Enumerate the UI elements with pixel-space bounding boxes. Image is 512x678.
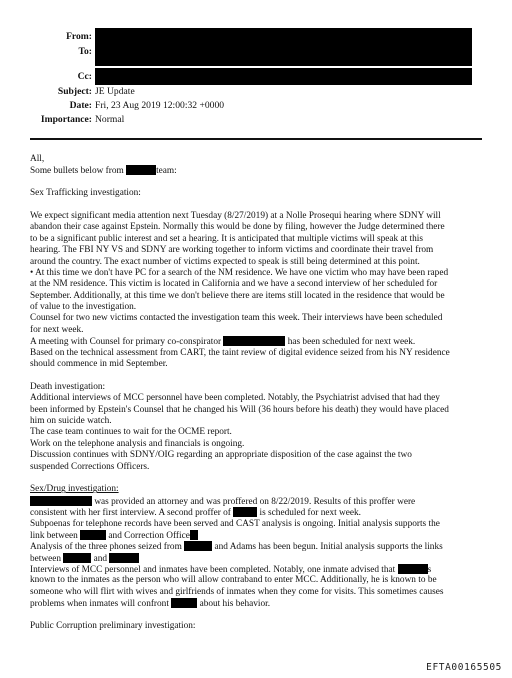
drug-line-6 <box>30 553 486 564</box>
to-row <box>0 45 512 59</box>
intro-text-b: team: <box>156 166 177 177</box>
date-label: Date: <box>69 100 92 111</box>
redacted-name <box>398 564 428 574</box>
drug-l2-text-b: is scheduled for next week. <box>259 508 361 519</box>
drug-l10-text-b: about his behavior. <box>199 599 271 610</box>
email-body <box>30 154 486 632</box>
body-line: abandon their case against Epstein. Normally this would be done by filing, however the Judge determined there <box>30 222 445 233</box>
redacted-name <box>80 530 106 540</box>
drug-l6-text-b: and <box>93 553 108 564</box>
body-line: should commence in mid September. <box>30 359 168 370</box>
date-value: Fri, 23 Aug 2019 12:00:32 +0000 <box>95 100 225 111</box>
death-paragraph-4 <box>30 450 486 473</box>
body-line: • At this time we don't have PC for a search of the NM residence. We have one victim who may have been raped <box>30 267 449 278</box>
redacted-name <box>63 553 91 563</box>
importance-value: Normal <box>95 114 125 125</box>
subject-row <box>0 85 512 99</box>
drug-line-3: Subpoenas for telephone records have been served and CAST analysis is ongoing. Initial analysis supports the <box>30 518 440 529</box>
body-line: at the NM residence. This victim is located in California and we have a second interview of her scheduled for <box>30 279 438 290</box>
document-id: EFTA00165505 <box>426 662 502 673</box>
body-line: Discussion continues with SDNY/OIG regarding an appropriate disposition of the case against the two <box>30 450 412 461</box>
redacted-to-line <box>95 58 472 66</box>
st-paragraph-1 <box>30 211 486 268</box>
drug-l10-text-a: problems when inmates will confront <box>30 599 169 610</box>
redacted-co-conspirator <box>223 336 285 346</box>
drug-l4-text-a: link between <box>30 530 78 541</box>
redacted-team-name <box>126 165 156 175</box>
drug-line-1 <box>30 496 486 507</box>
public-corruption-heading: Public Corruption preliminary investigation: <box>30 621 196 632</box>
body-line: for next week. <box>30 324 84 335</box>
drug-l2-text-a: consistent with her first interview. A second proffer of <box>30 508 231 519</box>
drug-l7-text-b: s <box>427 565 432 576</box>
body-line: hearing. The FBI NY VS and SDNY are working together to inform victims and coordinate their travel from <box>30 245 434 256</box>
to-label: To: <box>78 46 92 57</box>
body-line: Additional interviews of MCC personnel have been completed. Notably, the Psychiatrist advised that had they <box>30 393 440 404</box>
drug-l1-text: was provided an attorney and was proffered on 8/22/2019. Results of this proffer were <box>94 496 416 507</box>
body-line: been informed by Epstein's Counsel that he changed his Will (36 hours before his death) they would have placed <box>30 404 449 415</box>
drug-l4-text-b: and Correction Office <box>108 530 190 541</box>
redacted-name <box>30 496 92 506</box>
intro-line <box>30 165 486 176</box>
body-line: of value to the investigation. <box>30 302 137 313</box>
drug-l7-text-a: Interviews of MCC personnel and inmates have been completed. Notably, one inmate advised that <box>30 565 396 576</box>
body-line: around the country. The exact number of victims expected to speak is still being determined at this point. <box>30 256 420 267</box>
date-row <box>0 99 512 113</box>
st-paragraph-4 <box>30 336 486 347</box>
body-line: Based on the technical assessment from CART, the taint review of digital evidence seized from his NY residence <box>30 347 450 358</box>
sex-drug-heading: Sex/Drug investigation: <box>30 484 119 495</box>
drug-l6-text-a: between <box>30 553 61 564</box>
drug-line-10 <box>30 598 486 609</box>
drug-l5-text-a: Analysis of the three phones seized from <box>30 542 182 553</box>
st-p4-text-a: A meeting with Counsel for primary co-conspirator <box>30 337 222 348</box>
drug-line-8: known to the inmates as the person who will allow contraband to enter MCC. Additionally, he is known to be <box>30 575 437 586</box>
body-line: September. Additionally, at this time we don't believe there are items still located in the residence that would be <box>30 290 445 301</box>
intro-text-a: Some bullets below from <box>30 166 124 177</box>
body-line: him on suicide watch. <box>30 415 112 426</box>
death-paragraph-2: The case team continues to wait for the OCME report. <box>30 427 232 438</box>
drug-line-7 <box>30 564 486 575</box>
body-line: We expect significant media attention next Tuesday (8/27/2019) at a Nolle Prosequi hearing where SDNY will <box>30 210 441 221</box>
sex-trafficking-heading: Sex Trafficking investigation: <box>30 188 141 199</box>
st-paragraph-2 <box>30 268 486 314</box>
body-line: suspended Corrections Officers. <box>30 461 150 472</box>
drug-line-4 <box>30 530 486 541</box>
redacted-name <box>233 507 257 517</box>
drug-line-2 <box>30 507 486 518</box>
st-paragraph-3 <box>30 313 486 336</box>
death-paragraph-1 <box>30 393 486 427</box>
redacted-name <box>184 541 212 551</box>
importance-row <box>0 113 512 127</box>
st-p4-text-b: has been scheduled for next week. <box>287 337 416 348</box>
redacted-name <box>190 530 198 540</box>
death-paragraph-3: Work on the telephone analysis and financials is ongoing. <box>30 438 245 449</box>
st-paragraph-5 <box>30 348 486 371</box>
redacted-cc <box>95 68 472 85</box>
death-heading: Death investigation: <box>30 381 106 392</box>
drug-l5-text-b: and Adams has been begun. Initial analysis supports the links <box>214 542 443 553</box>
from-label: From: <box>66 31 92 42</box>
greeting: All, <box>30 154 45 164</box>
header-divider <box>30 138 482 140</box>
subject-value: JE Update <box>95 86 135 97</box>
redacted-name <box>109 553 139 563</box>
drug-line-9: someone who will flirt with wives and girlfriends of inmates when they come for visits. This sometimes causes <box>30 586 444 597</box>
subject-label: Subject: <box>57 86 92 97</box>
redacted-name <box>171 598 197 608</box>
body-line: Counsel for two new victims contacted the investigation team this week. Their interviews have been scheduled <box>30 313 443 324</box>
body-line: to be a significant public interest and set a hearing. It is anticipated that multiple victims will speak at this <box>30 233 423 244</box>
drug-line-5 <box>30 541 486 552</box>
importance-label: Importance: <box>40 114 92 125</box>
cc-label: Cc: <box>77 71 92 82</box>
